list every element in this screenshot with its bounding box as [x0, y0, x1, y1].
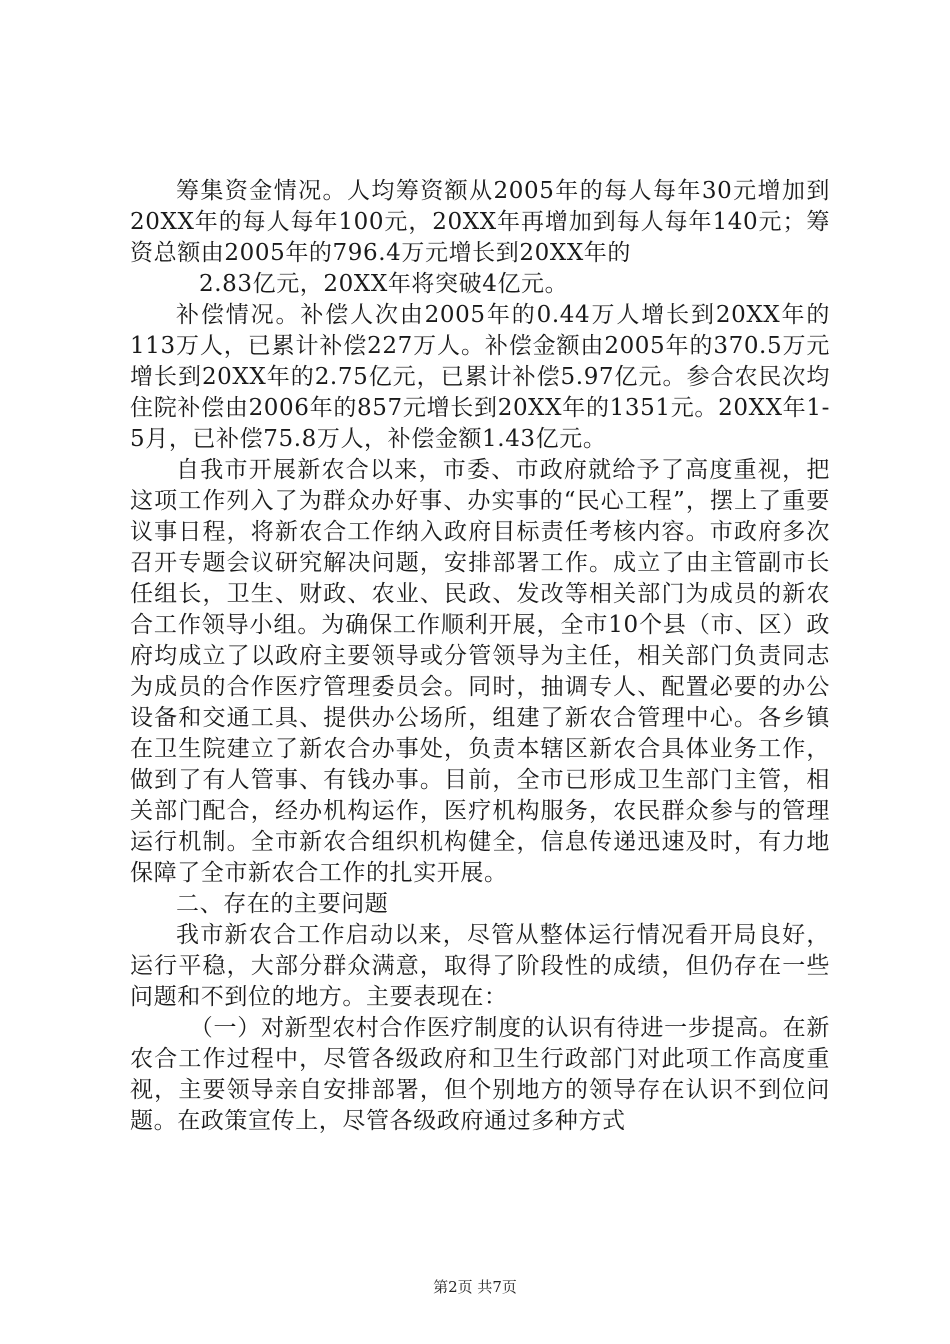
document-body	[130, 176, 830, 1137]
paragraph-fundraising-continued: 2.83亿元，20XX年将突破4亿元。	[199, 271, 569, 297]
paragraph-problems-intro: 我市新农合工作启动以来，尽管从整体运行情况看开局良好，运行平稳，大部分群众满意，取得了阶段性的成绩，但仍存在一些问题和不到位的地方。主要表现在：	[130, 922, 830, 1010]
paragraph-government-attention: 自我市开展新农合以来，市委、市政府就给予了高度重视，把这项工作列入了为群众办好事、办实事的“民心工程”，摆上了重要议事日程，将新农合工作纳入政府目标责任考核内容。市政府多次召开专题会议研究解决问题，安排部署工作。成立了由主管副市长任组长，卫生、财政、农业、民政、发改等相关部门为成员的新农合工作领导小组。为确保工作顺利开展，全市10个县（市、区）政府均成立了以政府主要领导或分管领导为主任，相关部门负责同志为成员的合作医疗管理委员会。同时，抽调专人、配置必要的办公设备和交通工具、提供办公场所，组建了新农合管理中心。各乡镇在卫生院建立了新农合办事处，负责本辖区新农合具体业务工作，做到了有人管事、有钱办事。目前，全市已形成卫生部门主管，相关部门配合，经办机构运作，医疗机构服务，农民群众参与的管理运行机制。全市新农合组织机构健全，信息传递迅速及时，有力地保障了全市新农合工作的扎实开展。	[130, 457, 830, 886]
paragraph-compensation: 补偿情况。补偿人次由2005年的0.44万人增长到20XX年的113万人，已累计补偿227万人。补偿金额由2005年的370.5万元增长到20XX年的2.75亿元，已累计补偿5.97亿元。参合农民次均住院补偿由2006年的857元增长到20XX年的1351元。20XX年1-5月，已补偿75.8万人，补偿金额1.43亿元。	[130, 302, 830, 452]
paragraph-fundraising: 筹集资金情况。人均筹资额从2005年的每人每年30元增加到20XX年的每人每年100元，20XX年再增加到每人每年140元；筹资总额由2005年的796.4万元增长到20XX年的	[130, 178, 830, 266]
section-heading-main-problems: 二、存在的主要问题	[176, 891, 389, 917]
paragraph-problem-item-1: （一）对新型农村合作医疗制度的认识有待进一步提高。在新农合工作过程中，尽管各级政府和卫生行政部门对此项工作高度重视，主要领导亲自安排部署，但个别地方的领导存在认识不到位问题。在政策宣传上，尽管各级政府通过多种方式	[130, 1015, 830, 1134]
page-number-footer: 第2页 共7页	[433, 1278, 517, 1296]
